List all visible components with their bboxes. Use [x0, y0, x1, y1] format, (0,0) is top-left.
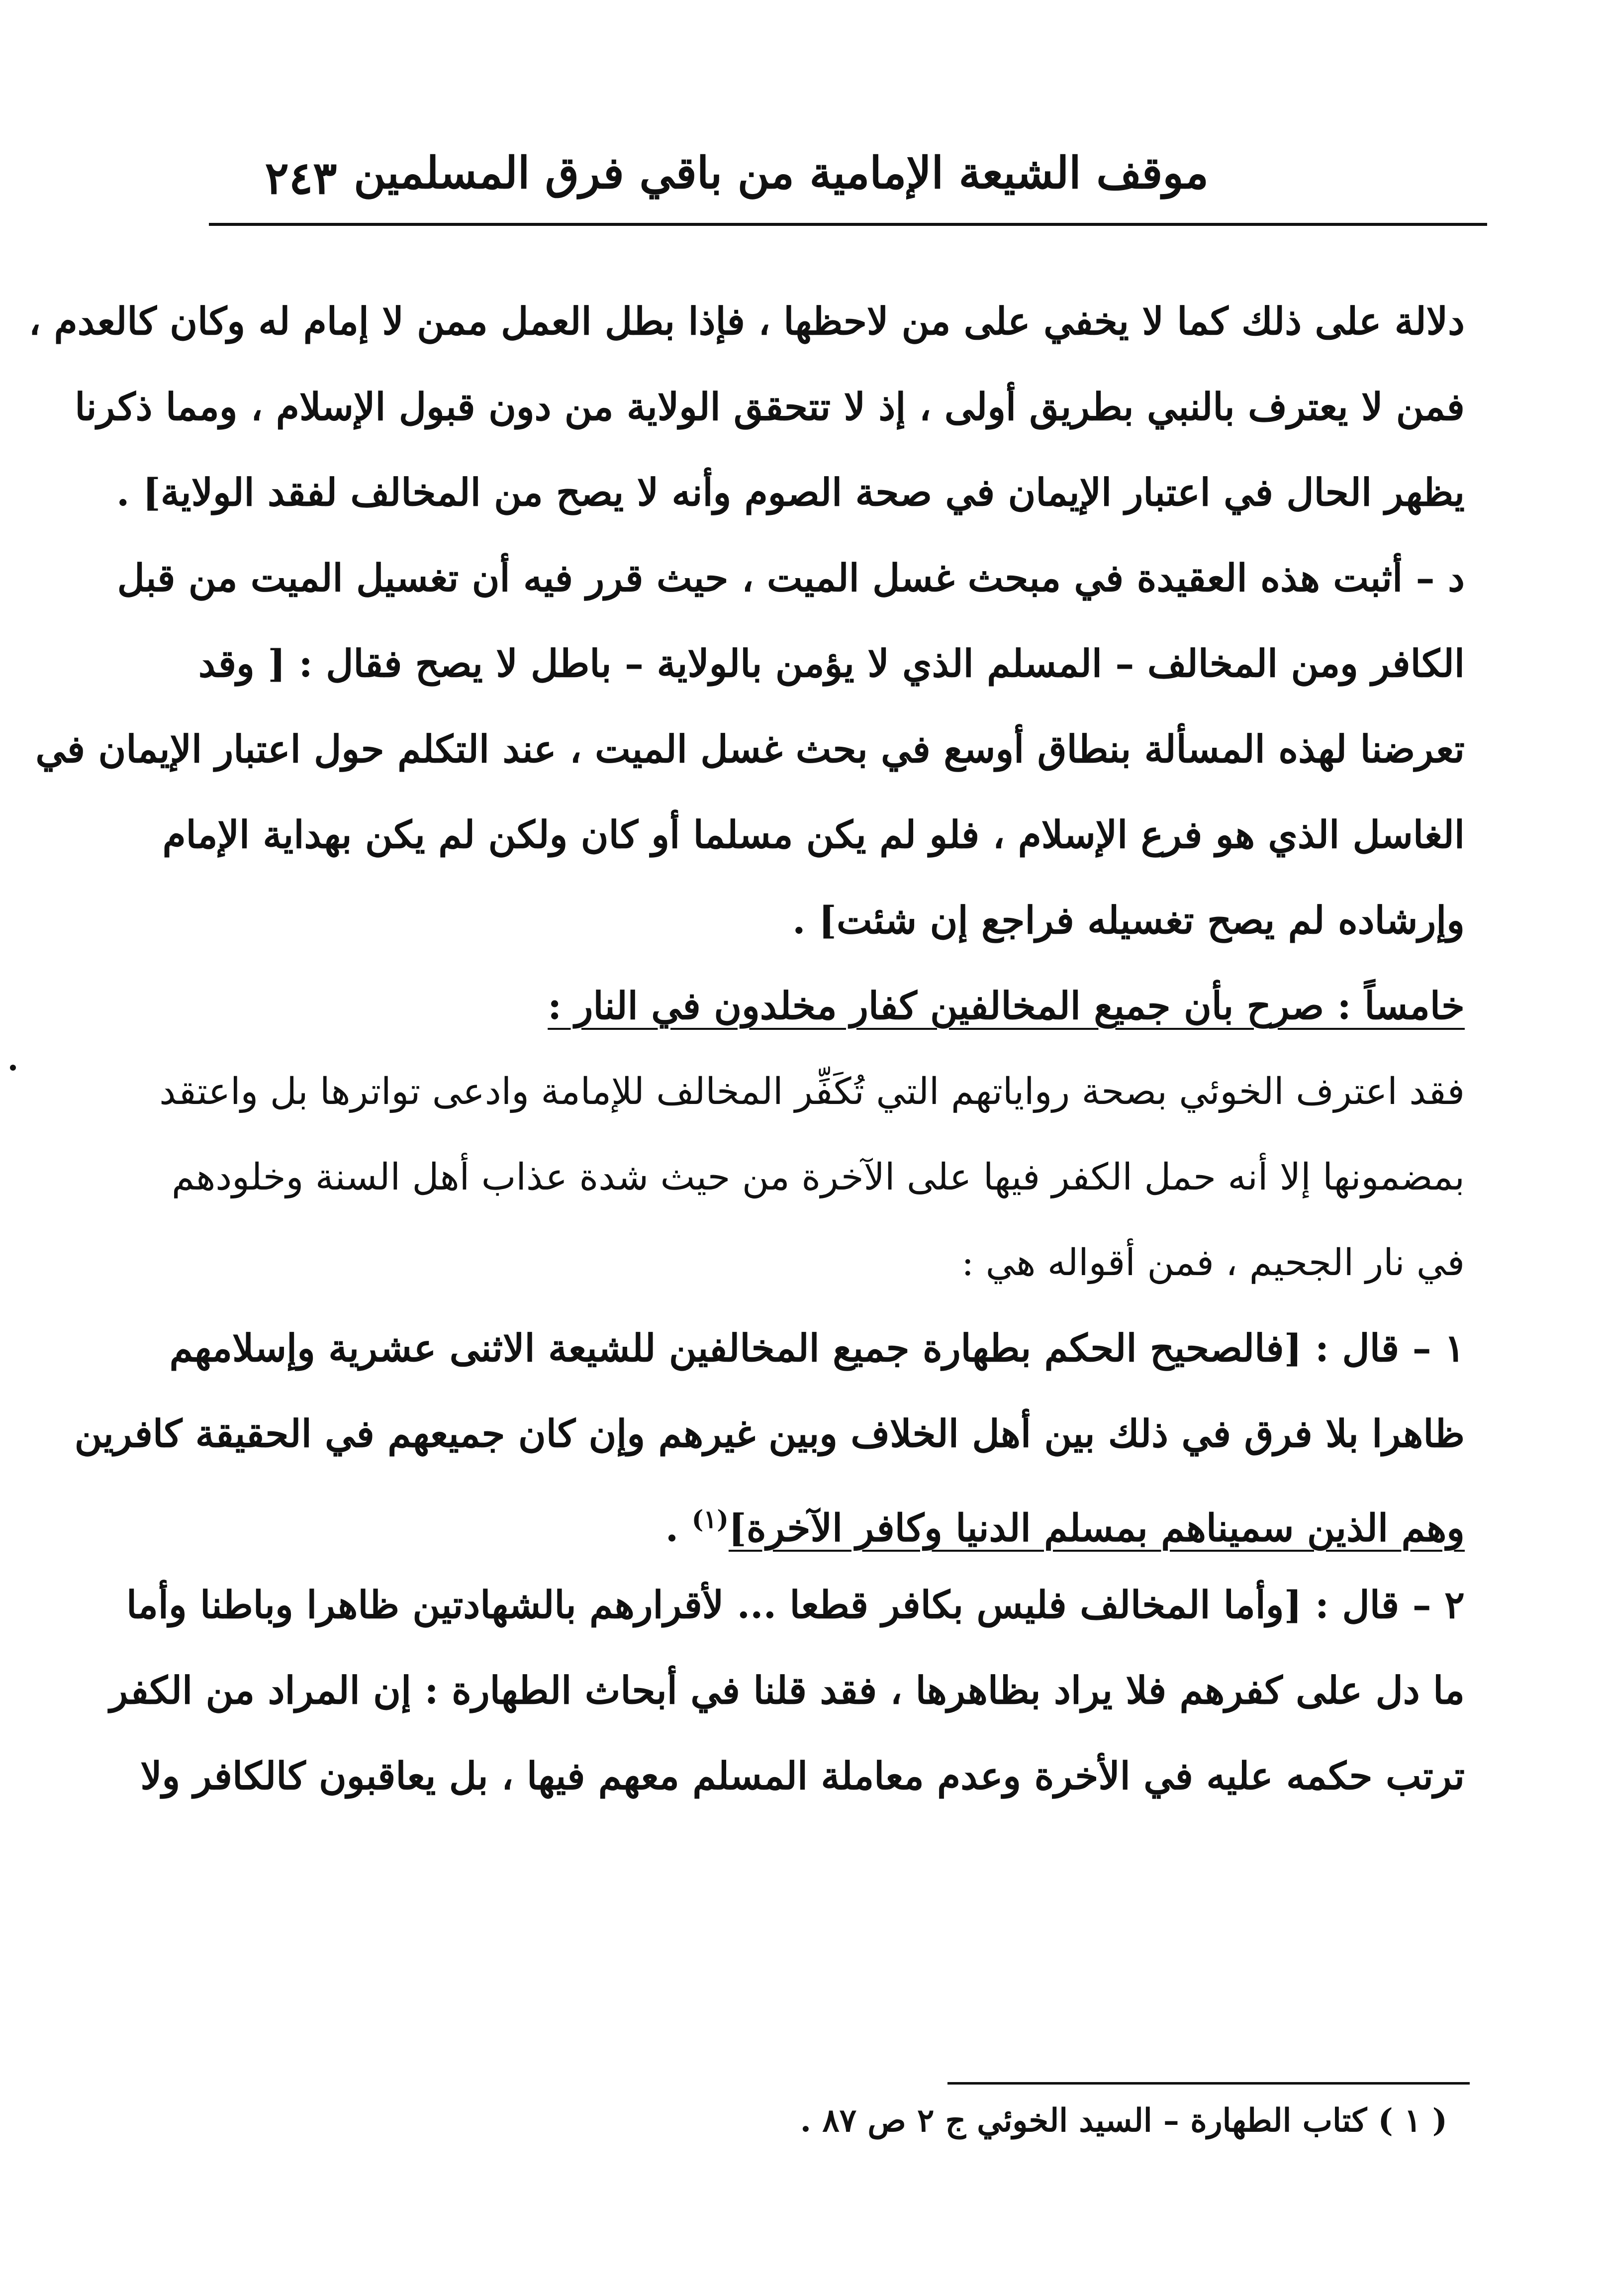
text-line: ما دل على كفرهم فلا يراد بظاهرها ، فقد قلنا في أبحاث الطهارة : إن المراد من الكفر [109, 1668, 1465, 1712]
footnote-reference: (١) [691, 1504, 729, 1534]
running-header [209, 127, 1487, 211]
text-line: تعرضنا لهذه المسألة بنطاق أوسع في بحث غسل الميت ، عند التكلم حول اعتبار الإيمان في [35, 727, 1465, 771]
page-number: ٢٤٣ [265, 152, 337, 204]
text-line: دلالة على ذلك كما لا يخفي على من لاحظها ، فإذا بطل العمل ممن لا إمام له وكان كالعدم ، [28, 299, 1465, 343]
line-end-period: . [665, 1505, 679, 1550]
text-line: د – أثبت هذه العقيدة في مبحث غسل الميت ، حيث قرر فيه أن تغسيل الميت من قبل [117, 556, 1465, 600]
section-heading: خامساً : صرح بأن جميع المخالفين كفار مخلدون في النار : [548, 984, 1465, 1028]
text-line: فقد اعترف الخوئي بصحة رواياتهم التي تُكَفِّر المخالف للإمامة وادعى تواترها بل واعتقد [159, 1070, 1465, 1113]
text-line: في نار الجحيم ، فمن أقواله هي : [961, 1241, 1465, 1284]
text-line: ١ – قال : [فالصحيح الحكم بطهارة جميع المخالفين للشيعة الاثنى عشرية وإسلامهم [169, 1326, 1465, 1370]
body-text [28, 279, 1465, 1819]
header-divider [209, 223, 1487, 226]
footnote-divider [947, 2082, 1470, 2085]
header-title: موقف الشيعة الإمامية من باقي فرق المسلمين [354, 147, 1209, 199]
text-line: ٢ – قال : [وأما المخالف فليس بكافر قطعا ... لأقرارهم بالشهادتين ظاهرا وباطنا وأما [126, 1583, 1465, 1627]
footnote: ( ١ ) كتاب الطهارة – السيد الخوئي ج ٢ ص ٨٧ . [800, 2102, 1447, 2139]
text-line: بمضمونها إلا أنه حمل الكفر فيها على الآخرة من حيث شدة عذاب أهل السنة وخلودهم [171, 1156, 1465, 1198]
text-line: ظاهرا بلا فرق في ذلك بين أهل الخلاف وبين غيرهم وإن كان جميعهم في الحقيقة كافرين [74, 1411, 1465, 1456]
text-line: وإرشاده لم يصح تغسيله فراجع إن شئت] . [792, 898, 1465, 942]
text-line: ترتب حكمه عليه في الأخرة وعدم معاملة المسلم معهم فيها ، بل يعاقبون كالكافر ولا [140, 1754, 1465, 1798]
text-line-with-footnote [226, 1477, 1465, 1562]
scan-speck [10, 1065, 16, 1071]
text-line: الكافر ومن المخالف – المسلم الذي لا يؤمن بالولاية – باطل لا يصح فقال : [ وقد [198, 641, 1465, 686]
text-line: يظهر الحال في اعتبار الإيمان في صحة الصوم وأنه لا يصح من المخالف لفقد الولاية] . [116, 470, 1465, 514]
text-line: فمن لا يعترف بالنبي بطريق أولى ، إذ لا تتحقق الولاية من دون قبول الإسلام ، ومما ذكرنا [75, 385, 1465, 429]
text-line: الغاسل الذي هو فرع الإسلام ، فلو لم يكن مسلما أو كان ولكن لم يكن بهداية الإمام [162, 812, 1465, 857]
quoted-text: وهم الذين سميناهم بمسلم الدنيا وكافر الآخرة] [728, 1505, 1465, 1550]
